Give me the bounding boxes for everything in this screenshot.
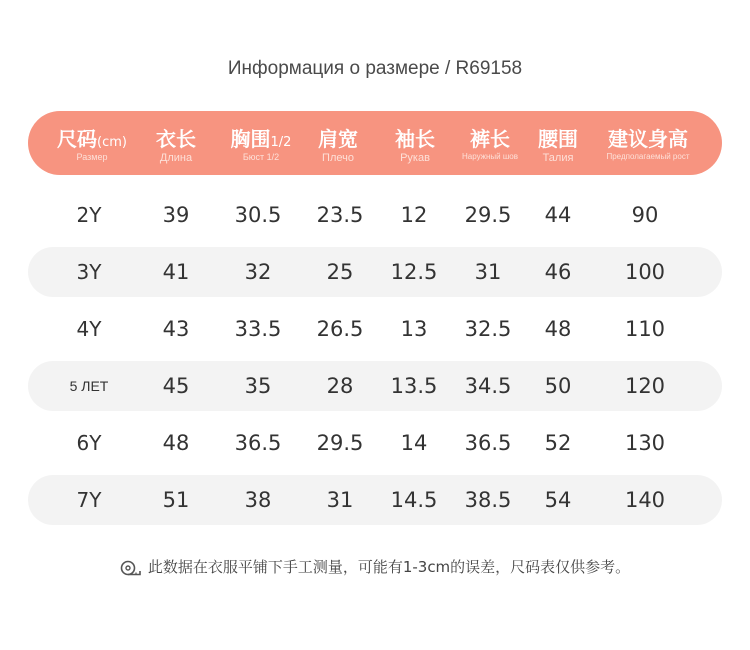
header-chest-label: 胸围 [230,127,271,151]
pants-length-cell: 34.5 [464,374,512,398]
header-waist-ru: Талия [542,152,574,164]
header-height-label: 建议身高 [608,127,688,151]
pants-length-cell: 38.5 [464,488,512,512]
chest-cell: 33.5 [234,317,282,341]
header-sleeve [385,111,445,175]
size-cell: 5 ЛЕТ [69,378,109,394]
pants-length-cell: 36.5 [464,431,512,455]
header-pants-length-ru: Наружный шов [461,152,518,161]
table-row [28,475,722,525]
height-cell: 90 [631,203,659,227]
header-length-label: 衣长 [156,127,196,151]
waist-cell: 54 [544,488,572,512]
sleeve-cell: 14.5 [390,488,438,512]
header-shoulder-ru: Плечо [322,152,354,164]
header-length [146,111,206,175]
measuring-tape-icon [120,560,142,576]
header-shoulder [308,111,368,175]
height-cell: 110 [624,317,666,341]
page-title: Информация о размере / R69158 [227,58,523,79]
height-cell: 120 [624,374,666,398]
header-waist-label: 腰围 [538,127,578,151]
height-cell: 140 [624,488,666,512]
header-size-ru: Размер [76,152,108,162]
size-cell: 4Y [76,317,102,341]
waist-cell: 46 [544,260,572,284]
header-chest [216,111,306,175]
pants-length-cell: 31 [474,260,502,284]
sleeve-cell: 13 [400,317,428,341]
sleeve-cell: 12 [400,203,428,227]
height-cell: 100 [624,260,666,284]
header-size [42,111,142,175]
header-sleeve-label: 袖长 [395,127,435,151]
shoulder-cell: 29.5 [316,431,364,455]
waist-cell: 50 [544,374,572,398]
header-sleeve-ru: Рукав [400,152,430,164]
table-row [28,190,722,240]
chest-cell: 35 [244,374,272,398]
header-waist [528,111,588,175]
size-cell: 3Y [76,260,102,284]
table-row [28,361,722,411]
sleeve-cell: 13.5 [390,374,438,398]
waist-cell: 52 [544,431,572,455]
shoulder-cell: 31 [326,488,354,512]
pants-length-cell: 32.5 [464,317,512,341]
length-cell: 45 [162,374,190,398]
header-pants-length [455,111,525,175]
size-cell: 6Y [76,431,102,455]
length-cell: 48 [162,431,190,455]
shoulder-cell: 28 [326,374,354,398]
shoulder-cell: 26.5 [316,317,364,341]
length-cell: 51 [162,488,190,512]
footer-text: 此数据在衣服平铺下手工测量，可能有1-3cm的误差，尺码表仅供参考。 [147,558,631,576]
length-cell: 39 [162,203,190,227]
header-size-unit: (cm) [97,135,127,150]
size-cell: 2Y [76,203,102,227]
shoulder-cell: 25 [326,260,354,284]
waist-cell: 44 [544,203,572,227]
sleeve-cell: 14 [400,431,428,455]
table-row [28,247,722,297]
length-cell: 43 [162,317,190,341]
length-cell: 41 [162,260,190,284]
pants-length-cell: 29.5 [464,203,512,227]
chest-cell: 38 [244,488,272,512]
size-cell: 7Y [76,488,102,512]
waist-cell: 48 [544,317,572,341]
table-header [28,111,722,175]
footer-note [0,556,750,577]
sleeve-cell: 12.5 [390,260,438,284]
header-pants-length-label: 裤长 [470,127,510,151]
shoulder-cell: 23.5 [316,203,364,227]
header-chest-fraction: 1/2 [270,135,292,150]
chest-cell: 32 [244,260,272,284]
table-row [28,418,722,468]
header-chest-ru: Бюст 1/2 [242,152,280,162]
header-shoulder-label: 肩宽 [318,127,358,151]
header-height-ru: Предполагаемый рост [606,152,690,161]
header-size-label: 尺码 [57,127,98,151]
height-cell: 130 [624,431,666,455]
table-row [28,304,722,354]
header-length-ru: Длина [159,152,193,164]
chest-cell: 30.5 [234,203,282,227]
chest-cell: 36.5 [234,431,282,455]
header-height [593,111,703,175]
